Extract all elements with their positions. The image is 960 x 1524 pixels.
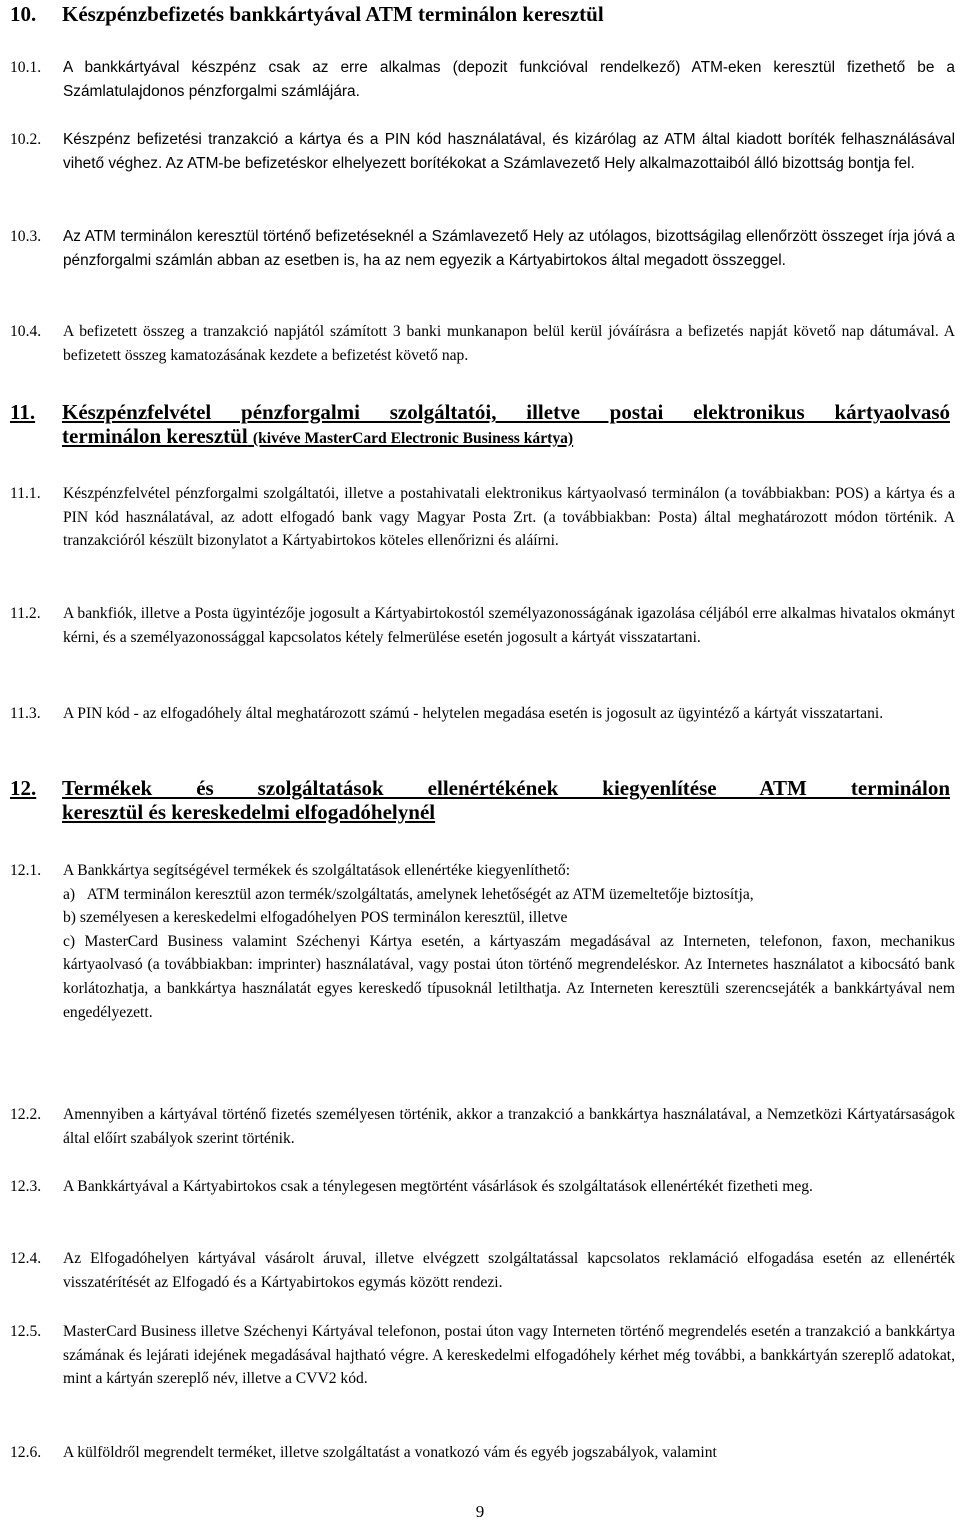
paragraph-number: 11.1.	[10, 485, 41, 502]
section-10-heading	[10, 2, 950, 26]
paragraph-12-1	[10, 859, 955, 1024]
section-number: 11.	[10, 400, 36, 424]
paragraph-10-1	[10, 56, 955, 103]
paragraph-number: 10.4.	[10, 323, 42, 340]
paragraph-text: Készpénzfelvétel pénzforgalmi szolgáltatói, illetve a postahivatali elektronikus kártyaolvasó terminálon (a továbbiakban: POS) a kártya és a PIN kód használatával, az adott elfogadó bank vagy Magyar Posta Zrt. (a továbbiakban: Posta) által meghatározott módon történik. A tranzakcióról készült bizonylatot a Kártyabirtokos köteles ellenőrizni és aláírni.	[63, 485, 955, 550]
paragraph-number: 12.4.	[10, 1250, 42, 1267]
paragraph-number: 12.5.	[10, 1323, 42, 1340]
paragraph-number: 11.3.	[10, 705, 41, 722]
paragraph-11-3	[10, 702, 955, 726]
paragraph-number: 12.3.	[10, 1178, 42, 1195]
paragraph-12-6	[10, 1441, 955, 1465]
paragraph-text: Az ATM terminálon keresztül történő befizetéseknél a Számlavezető Hely az utólagos, bizottságilag ellenőrzött összeget írja jóvá a pénzforgalmi számlán abban az esetben is, ha az nem egyezik a Kártyabirtokos által megadott összeggel.	[63, 228, 955, 269]
paragraph-line: A Bankkártya segítségével termékek és szolgáltatások ellenértéke kiegyenlíthető:	[63, 862, 571, 879]
paragraph-number: 10.3.	[10, 228, 42, 245]
list-item-b: b) személyesen a kereskedelmi elfogadóhelyen POS terminálon keresztül, illetve	[63, 909, 568, 927]
paragraph-text: A befizetett összeg a tranzakció napjától számított 3 banki munkanapon belül kerül jóváírásra a befizetés napját követő nap dátumával. A befizetett összeg kamatozásának kezdete a befizetést követő nap.	[63, 323, 955, 364]
paragraph-12-5	[10, 1320, 955, 1391]
paragraph-text: A Bankkártyával a Kártyabirtokos csak a ténylegesen megtörtént vásárlások és szolgáltatások ellenértékét fizetheti meg.	[63, 1178, 813, 1195]
paragraph-11-1	[10, 482, 955, 553]
paragraph-12-3	[10, 1175, 955, 1199]
list-item-c: c) MasterCard Business valamint Széchenyi Kártya esetén, a kártyaszám megadásával az Interneten, telefonon, faxon, mechanikus kártyaolvasó (a továbbiakban: imprinter) használatával, vagy postai úton történő megrendeléskor. Az Internetes használatot a kibocsátó bank korlátozhatja, a bankkártya használatát egyes kereskedő típusoknál letilthatja. Az Interneten keresztüli szerencsejáték a bankkártyával nem engedélyezett.	[63, 932, 955, 1021]
paragraph-text: MasterCard Business illetve Széchenyi Kártyával telefonon, postai úton vagy Interneten történő megrendelés esetén a tranzakció a bankkártya számának és lejárati idejének megadásával hajtható végre. A kereskedelmi elfogadóhely kérhet még további, a bankkártyán szereplő adatokat, mint a kártyán szereplő név, illetve a CVV2 kód.	[63, 1323, 955, 1388]
section-title-line-2: keresztül és kereskedelmi elfogadóhelynél	[62, 800, 436, 824]
paragraph-number: 10.2.	[10, 131, 42, 148]
paragraph-text: Amennyiben a kártyával történő fizetés személyesen történik, akkor a tranzakció a bankkártya használatával, a Nemzetközi Kártyatársaságok által előírt szabályok szerint történik.	[63, 1106, 955, 1147]
paragraph-12-4	[10, 1247, 955, 1294]
paragraph-number: 11.2.	[10, 605, 41, 622]
paragraph-text: Az Elfogadóhelyen kártyával vásárolt áruval, illetve elvégzett szolgáltatással kapcsolatos reklamáció elfogadása esetén az ellenérték visszatérítését az Elfogadó és a Kártyabirtokos egymás között rendezi.	[63, 1250, 955, 1291]
section-title: Készpénzbefizetés bankkártyával ATM terminálon keresztül	[62, 2, 604, 26]
list-item-a: a) ATM terminálon keresztül azon termék/szolgáltatás, amelynek lehetőségét az ATM üzemeltetője biztosítja,	[63, 885, 754, 903]
paragraph-text: Készpénz befizetési tranzakció a kártya és a PIN kód használatával, és kizárólag az ATM által kiadott boríték felhasználásával vihető véghez. Az ATM-be befizetéskor elhelyezett borítékokat a Számlavezető Hely alkalmazottaiból álló bizottság bontja fel.	[63, 131, 955, 172]
paragraph-10-2	[10, 128, 955, 175]
paragraph-text	[63, 859, 955, 1024]
paragraph-number: 10.1.	[10, 59, 42, 76]
section-11-heading	[10, 400, 950, 451]
paragraph-12-2	[10, 1103, 955, 1150]
section-title-line-2: terminálon keresztül	[62, 424, 248, 448]
paragraph-number: 12.6.	[10, 1444, 42, 1461]
paragraph-number: 12.2.	[10, 1106, 42, 1123]
section-title-line-1: Termékek és szolgáltatások ellenértékének kiegyenlítése ATM terminálon	[62, 776, 950, 800]
paragraph-number: 12.1.	[10, 862, 42, 879]
paragraph-text: A PIN kód - az elfogadóhely által meghatározott számú - helytelen megadása esetén is jogosult az ügyintéző a kártyát visszatartani.	[63, 705, 884, 722]
page-number: 9	[475, 1502, 485, 1521]
paragraph-text: A külföldről megrendelt terméket, illetve szolgáltatást a vonatkozó vám és egyéb jogszabályok, valamint	[63, 1444, 717, 1461]
section-title-line-1: Készpénzfelvétel pénzforgalmi szolgáltatói, illetve postai elektronikus kártyaolvasó	[62, 400, 950, 424]
section-12-heading	[10, 776, 950, 824]
paragraph-10-4	[10, 320, 955, 367]
paragraph-text: A bankfiók, illetve a Posta ügyintézője jogosult a Kártyabirtokostól személyazonosságának igazolása céljából erre alkalmas hivatalos okmányt kérni, és a személyazonossággal kapcsolatos kétely felmerülése esetén jogosult a kártyát visszatartani.	[63, 605, 955, 646]
section-title-line-2-wrap	[62, 424, 950, 451]
paragraph-10-3	[10, 225, 955, 272]
section-number: 10.	[10, 2, 37, 26]
paragraph-text: A bankkártyával készpénz csak az erre alkalmas (depozit funkcióval rendelkező) ATM-eken keresztül fizethető be a Számlatulajdonos pénzforgalmi számlájára.	[63, 59, 955, 100]
section-number: 12.	[10, 776, 37, 800]
section-title-suffix: (kivéve MasterCard Electronic Business kártya)	[252, 430, 574, 447]
paragraph-11-2	[10, 602, 955, 649]
